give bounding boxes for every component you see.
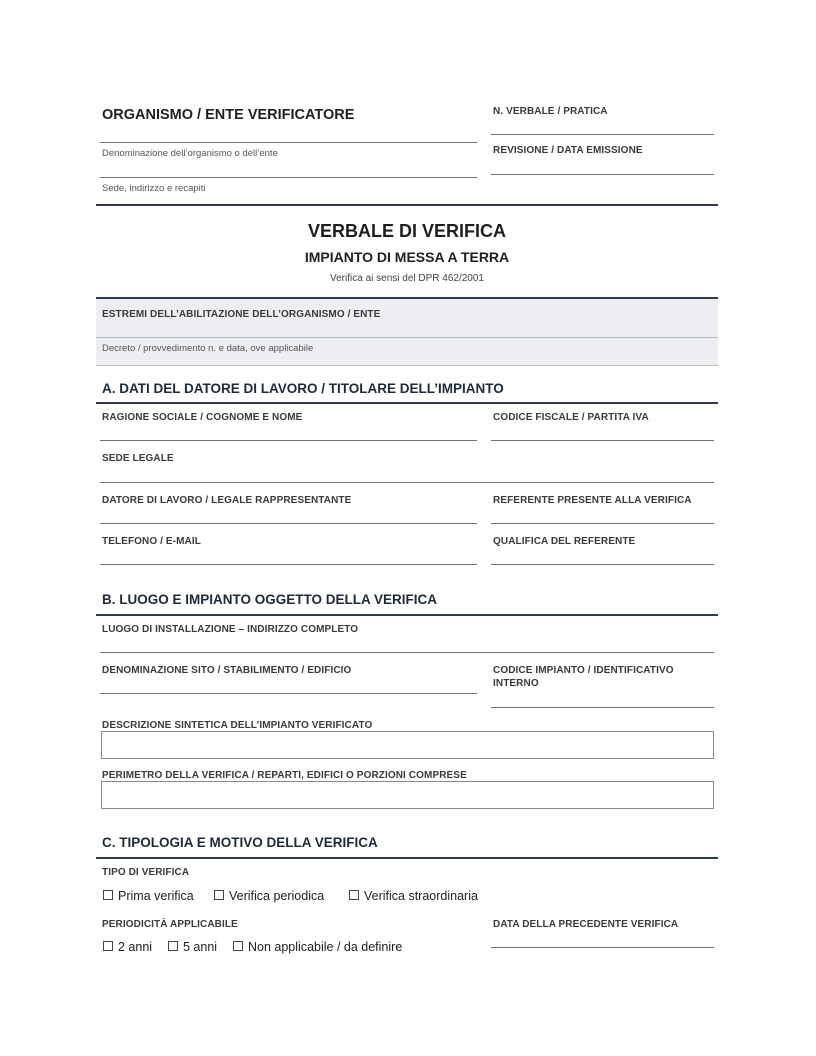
option-5-anni[interactable] bbox=[168, 940, 217, 954]
checkbox-icon bbox=[349, 890, 359, 900]
org-name-hint: Denominazione dell’organismo o dell’ente bbox=[102, 148, 278, 159]
org-title-line bbox=[100, 142, 477, 143]
luogo-field[interactable] bbox=[100, 652, 714, 653]
periodicita-label: PERIODICITÀ APPLICABILE bbox=[102, 919, 238, 930]
codice-fiscale-field[interactable] bbox=[491, 440, 714, 441]
codice-fiscale-label: CODICE FISCALE / PARTITA IVA bbox=[493, 412, 649, 423]
option-label: 2 anni bbox=[118, 940, 153, 954]
denominazione-label: DENOMINAZIONE SITO / STABILIMENTO / EDIFICIO bbox=[102, 665, 352, 676]
section-a-rule bbox=[96, 402, 718, 404]
tipo-verifica-label: TIPO DI VERIFICA bbox=[102, 867, 190, 878]
checkbox-icon bbox=[103, 890, 113, 900]
checkbox-icon bbox=[168, 941, 178, 951]
verbale-number-field[interactable] bbox=[491, 134, 714, 135]
ragione-sociale-label: RAGIONE SOCIALE / COGNOME E NOME bbox=[102, 412, 303, 423]
option-verifica-periodica[interactable] bbox=[214, 889, 324, 903]
checkbox-icon bbox=[233, 941, 243, 951]
option-label: Verifica straordinaria bbox=[364, 889, 478, 903]
perimetro-field[interactable] bbox=[101, 781, 714, 809]
option-label: Non applicabile / da definire bbox=[248, 940, 403, 954]
abilitazione-divider bbox=[96, 337, 718, 338]
referente-field[interactable] bbox=[491, 523, 714, 524]
option-2-anni[interactable] bbox=[103, 940, 152, 954]
document-subtitle: IMPIANTO DI MESSA A TERRA bbox=[304, 249, 510, 265]
descrizione-label: DESCRIZIONE SINTETICA DELL’IMPIANTO VERIFICATO bbox=[102, 720, 373, 731]
org-name-line bbox=[100, 177, 477, 178]
precedente-verifica-label: DATA DELLA PRECEDENTE VERIFICA bbox=[493, 919, 679, 930]
header-divider bbox=[96, 204, 718, 206]
option-label: 5 anni bbox=[183, 940, 218, 954]
checkbox-icon bbox=[214, 890, 224, 900]
option-label: Verifica periodica bbox=[229, 889, 325, 903]
telefono-field[interactable] bbox=[100, 564, 477, 565]
section-b-title: B. LUOGO E IMPIANTO OGGETTO DELLA VERIFICA bbox=[102, 592, 438, 607]
ragione-sociale-field[interactable] bbox=[100, 440, 477, 441]
codice-impianto-field[interactable] bbox=[491, 707, 714, 708]
sede-legale-field[interactable] bbox=[100, 482, 714, 483]
telefono-label: TELEFONO / E-MAIL bbox=[102, 536, 201, 547]
option-verifica-straordinaria[interactable] bbox=[349, 889, 478, 903]
revision-date-label: REVISIONE / DATA EMISSIONE bbox=[493, 145, 643, 156]
option-prima-verifica[interactable] bbox=[103, 889, 194, 903]
revision-date-field[interactable] bbox=[491, 174, 714, 175]
section-b-rule bbox=[96, 614, 718, 616]
perimetro-label: PERIMETRO DELLA VERIFICA / REPARTI, EDIFICI O PORZIONI COMPRESE bbox=[102, 770, 467, 781]
luogo-label: LUOGO DI INSTALLAZIONE – INDIRIZZO COMPLETO bbox=[102, 624, 359, 635]
qualifica-label: QUALIFICA DEL REFERENTE bbox=[493, 536, 636, 547]
referente-label: REFERENTE PRESENTE ALLA VERIFICA bbox=[493, 495, 692, 506]
section-a-title: A. DATI DEL DATORE DI LAVORO / TITOLARE DELL’IMPIANTO bbox=[102, 381, 504, 396]
datore-field[interactable] bbox=[100, 523, 477, 524]
org-address-hint: Sede, indirizzo e recapiti bbox=[102, 183, 206, 194]
datore-label: DATORE DI LAVORO / LEGALE RAPPRESENTANTE bbox=[102, 495, 352, 506]
descrizione-field[interactable] bbox=[101, 731, 714, 759]
sede-legale-label: SEDE LEGALE bbox=[102, 453, 174, 464]
codice-impianto-label: CODICE IMPIANTO / IDENTIFICATIVO INTERNO bbox=[493, 665, 674, 689]
precedente-verifica-field[interactable] bbox=[491, 947, 714, 948]
option-label: Prima verifica bbox=[118, 889, 194, 903]
org-title: ORGANISMO / ENTE VERIFICATORE bbox=[102, 107, 355, 123]
verbale-number-label: N. VERBALE / PRATICA bbox=[493, 106, 608, 117]
abilitazione-label: ESTREMI DELL’ABILITAZIONE DELL’ORGANISMO / ENTE bbox=[102, 309, 381, 320]
qualifica-field[interactable] bbox=[491, 564, 714, 565]
document-note: Verifica ai sensi del DPR 462/2001 bbox=[330, 273, 484, 284]
denominazione-field[interactable] bbox=[100, 693, 477, 694]
document-title: VERBALE DI VERIFICA bbox=[307, 221, 507, 241]
abilitazione-hint: Decreto / provvedimento n. e data, ove applicabile bbox=[102, 343, 314, 354]
section-c-rule bbox=[96, 857, 718, 859]
checkbox-icon bbox=[103, 941, 113, 951]
section-c-title: C. TIPOLOGIA E MOTIVO DELLA VERIFICA bbox=[102, 835, 378, 850]
option-non-applicabile[interactable] bbox=[233, 940, 402, 954]
